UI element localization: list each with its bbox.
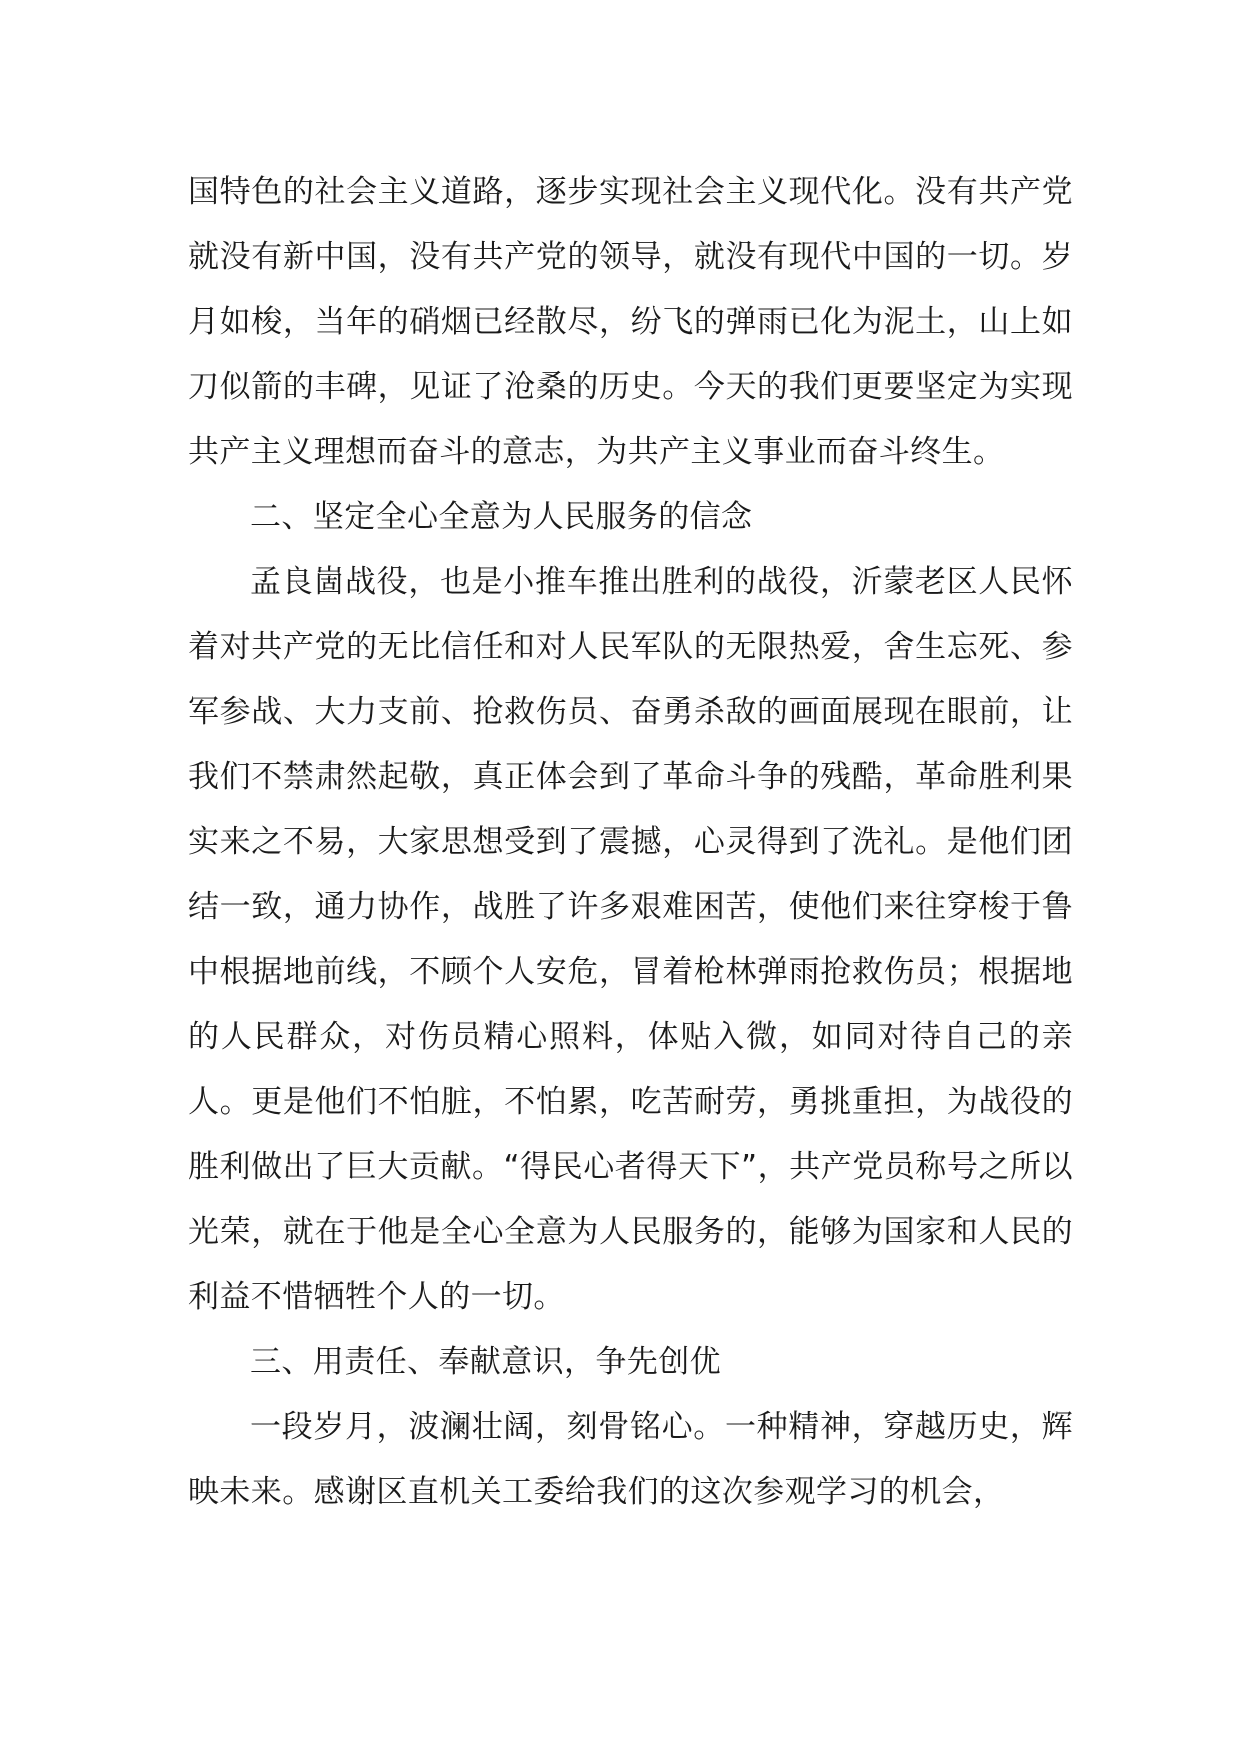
section-heading-2: 二、坚定全心全意为人民服务的信念	[250, 499, 753, 535]
section-heading-3: 三、用责任、奉献意识，争先创优	[250, 1344, 721, 1380]
document-body	[188, 160, 1073, 1525]
paragraph-section-3: 一段岁月，波澜壮阔，刻骨铭心。一种精神，穿越历史，辉映未来。感谢区直机关工委给我们的这次参观学习的机会，	[188, 1409, 1073, 1510]
paragraph-continuation: 国特色的社会主义道路，逐步实现社会主义现代化。没有共产党就没有新中国，没有共产党的领导，就没有现代中国的一切。岁月如梭，当年的硝烟已经散尽，纷飞的弹雨已化为泥土，山上如刀似箭的丰碑，见证了沧桑的历史。今天的我们更要坚定为实现共产主义理想而奋斗的意志，为共产主义事业而奋斗终生。	[188, 174, 1073, 470]
paragraph-section-2: 孟良崮战役，也是小推车推出胜利的战役，沂蒙老区人民怀着对共产党的无比信任和对人民军队的无限热爱，舍生忘死、参军参战、大力支前、抢救伤员、奋勇杀敌的画面展现在眼前，让我们不禁肃然起敬，真正体会到了革命斗争的残酷，革命胜利果实来之不易，大家思想受到了震撼，心灵得到了洗礼。是他们团结一致，通力协作，战胜了许多艰难困苦，使他们来往穿梭于鲁中根据地前线，不顾个人安危，冒着枪林弹雨抢救伤员；根据地的人民群众，对伤员精心照料，体贴入微，如同对待自己的亲人。更是他们不怕脏，不怕累，吃苦耐劳，勇挑重担，为战役的胜利做出了巨大贡献。“得民心者得天下”，共产党员称号之所以光荣，就在于他是全心全意为人民服务的，能够为国家和人民的利益不惜牺牲个人的一切。	[188, 564, 1073, 1315]
